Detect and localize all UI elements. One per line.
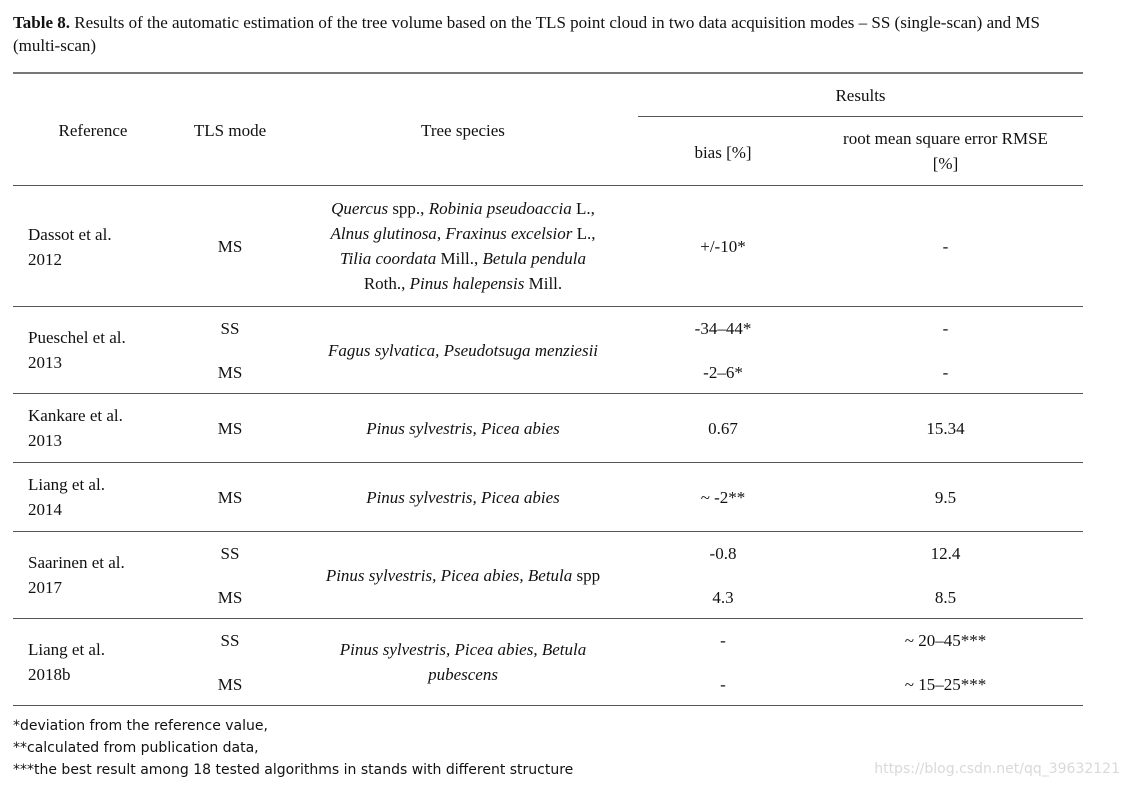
bias-value: 4.3	[712, 588, 734, 607]
header-bias: bias [%]	[694, 143, 752, 162]
header-tls-mode: TLS mode	[193, 121, 267, 140]
reference-year: 2017	[28, 578, 62, 597]
footnote: **calculated from publication data,	[13, 740, 259, 756]
reference-year: 2014	[28, 500, 62, 519]
bias-value: -34–44*	[694, 319, 752, 338]
bottom-rule	[13, 705, 1083, 706]
row-divider	[13, 618, 1083, 619]
reference-authors: Liang et al.	[28, 475, 105, 494]
tls-mode: MS	[217, 675, 243, 694]
reference-year: 2018b	[28, 665, 71, 684]
tls-mode: MS	[217, 237, 243, 256]
rmse-value: ~ 15–25***	[904, 675, 987, 694]
footnote: *deviation from the reference value,	[13, 718, 268, 734]
row-divider	[13, 531, 1083, 532]
tls-mode: SS	[220, 544, 240, 563]
table-row-reference	[28, 403, 123, 453]
reference-authors: Liang et al.	[28, 640, 105, 659]
rmse-value: -	[942, 319, 949, 338]
table-row-reference	[28, 472, 105, 522]
row-divider	[13, 393, 1083, 394]
rmse-value: -	[942, 237, 949, 256]
tree-species: Pinus sylvestris, Picea abies	[366, 419, 560, 438]
reference-authors: Kankare et al.	[28, 406, 123, 425]
bias-value: +/-10*	[700, 237, 746, 256]
rmse-value: ~ 20–45***	[904, 631, 987, 650]
rmse-value: 8.5	[934, 588, 957, 607]
table-row-reference	[28, 550, 125, 600]
reference-authors: Dassot et al.	[28, 225, 112, 244]
rmse-value: 9.5	[934, 488, 957, 507]
table-label: Table 8.	[13, 13, 71, 32]
tls-mode: SS	[220, 631, 240, 650]
table-row-reference	[28, 222, 112, 272]
tree-species: Pinus sylvestris, Picea abies	[366, 488, 560, 507]
reference-year: 2013	[28, 431, 62, 450]
bias-value: -	[720, 675, 726, 694]
tree-species: Quercus spp., Robinia pseudoaccia L., Alnus glutinosa, Fraxinus excelsior L., Tilia coordata Mill., Betula pendula Roth., Pinus halepensis Mill.	[330, 199, 596, 293]
header-rmse-line1: root mean square error RMSE	[843, 129, 1048, 148]
header-tree-species: Tree species	[421, 121, 505, 140]
tls-mode: MS	[217, 419, 243, 438]
rmse-value: 12.4	[930, 544, 961, 563]
table-caption	[13, 11, 1088, 57]
table-row-reference	[28, 637, 105, 687]
bias-value: -2–6*	[703, 363, 743, 382]
reference-authors: Pueschel et al.	[28, 328, 126, 347]
header-reference: Reference	[58, 121, 128, 140]
results-subrule	[638, 116, 1083, 117]
reference-year: 2013	[28, 353, 62, 372]
footnote: ***the best result among 18 tested algorithms in stands with different structure	[13, 762, 574, 778]
top-rule	[13, 72, 1083, 74]
header-rmse-line2: [%]	[932, 154, 959, 173]
bias-value: -0.8	[709, 544, 737, 563]
rmse-value: -	[942, 363, 949, 382]
reference-authors: Saarinen et al.	[28, 553, 125, 572]
table-row-reference	[28, 325, 126, 375]
tls-mode: SS	[220, 319, 240, 338]
tls-mode: MS	[217, 488, 243, 507]
tree-species: Fagus sylvatica, Pseudotsuga menziesii	[327, 341, 599, 360]
header-results: Results	[835, 86, 886, 105]
caption-text: Results of the automatic estimation of the tree volume based on the TLS point cloud in two data acquisition modes – SS (single-scan) and MS (multi-scan)	[13, 13, 1040, 55]
watermark: https://blog.csdn.net/qq_39632121	[874, 761, 1120, 777]
rmse-value: 15.34	[926, 419, 965, 438]
row-divider	[13, 462, 1083, 463]
bias-value: -	[720, 631, 726, 650]
tls-mode: MS	[217, 588, 243, 607]
header-rule	[13, 185, 1083, 186]
tls-mode: MS	[217, 363, 243, 382]
tree-species: Pinus sylvestris, Picea abies, Betula spp	[325, 566, 601, 585]
row-divider	[13, 306, 1083, 307]
bias-value: ~ -2**	[700, 488, 746, 507]
header-rmse	[808, 126, 1083, 176]
reference-year: 2012	[28, 250, 62, 269]
tree-species: Pinus sylvestris, Picea abies, Betula pubescens	[339, 640, 587, 684]
bias-value: 0.67	[708, 419, 738, 438]
